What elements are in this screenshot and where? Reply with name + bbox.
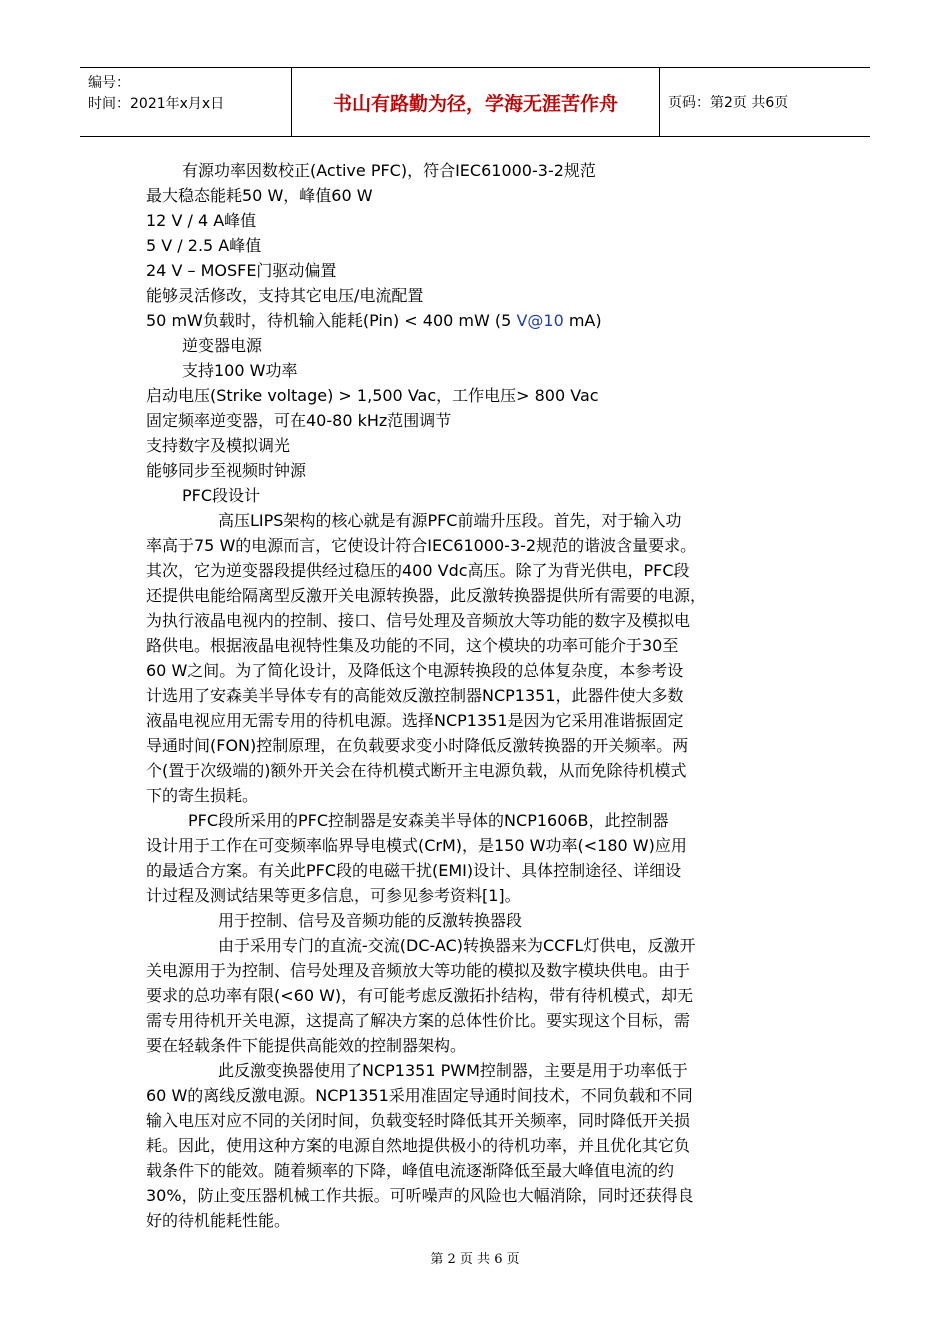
spec-text: mA) (563, 311, 602, 330)
paragraph-line: 个(置于次级端的)额外开关会在待机模式断开主电源负载，从而免除待机模式 (146, 761, 687, 780)
document-code-label: 编号： (88, 75, 130, 91)
spec-line: 支持数字及模拟调光 (146, 436, 291, 455)
paragraph-line: 计过程及测试结果等更多信息，可参见参考资料[1]。 (146, 886, 521, 905)
spec-text: 50 mW负载时，待机输入能耗(Pin) < 400 mW (5 (146, 311, 517, 330)
paragraph-line: 高压LIPS架构的核心就是有源PFC前端升压段。首先，对于输入功 (218, 511, 682, 530)
spec-line: 能够同步至视频时钟源 (146, 461, 307, 480)
paragraph-line: 关电源用于为控制、信号处理及音频放大等功能的模拟及数字模块供电。由于 (146, 961, 691, 980)
paragraph-line: 30%，防止变压器机械工作共振。可听噪声的风险也大幅消除，同时还获得良 (146, 1186, 694, 1205)
paragraph-line: 液晶电视应用无需专用的待机电源。选择NCP1351是因为它采用准谐振固定 (146, 711, 684, 730)
header-left-cell (88, 73, 224, 115)
paragraph-line: 好的待机能耗性能。 (146, 1211, 291, 1230)
paragraph-line: 需专用待机开关电源，这提高了解决方案的总体性价比。要实现这个目标，需 (146, 1011, 691, 1030)
paragraph-line: 耗。因此，使用这种方案的电源自然地提供极小的待机功率，并且优化其它负 (146, 1136, 691, 1155)
spec-line: 5 V / 2.5 A峰值 (146, 236, 262, 255)
header-divider (659, 68, 660, 136)
paragraph-line: 计选用了安森美半导体专有的高能效反激控制器NCP1351，此器件使大多数 (146, 686, 684, 705)
paragraph-line: 率高于75 W的电源而言，它使设计符合IEC61000-3-2规范的谐波含量要求。 (146, 536, 697, 555)
spec-line: 能够灵活修改，支持其它电压/电流配置 (146, 286, 424, 305)
paragraph-line: 60 W之间。为了简化设计，及降低这个电源转换段的总体复杂度，本参考设 (146, 661, 684, 680)
paragraph-line: 还提供电能给隔离型反激开关电源转换器，此反激转换器提供所有需要的电源， (146, 586, 707, 605)
paragraph-line: 下的寄生损耗。 (146, 786, 259, 805)
paragraph-line: 导通时间(FON)控制原理，在负载要求变小时降低反激转换器的开关频率。两 (146, 736, 689, 755)
voltage-current-link: V@10 (516, 311, 564, 330)
header-page-info: 页码：第2页 共6页 (668, 95, 789, 111)
document-date: 时间：2021年x月x日 (88, 96, 225, 112)
paragraph-line: 其次，它为逆变器段提供经过稳压的400 Vdc高压。除了为背光供电，PFC段 (146, 561, 690, 580)
section-heading: 用于控制、信号及音频功能的反激转换器段 (218, 911, 523, 930)
paragraph-line: 由于采用专门的直流-交流(DC-AC)转换器来为CCFL灯供电，反激开 (218, 936, 696, 955)
spec-line: 固定频率逆变器，可在40-80 kHz范围调节 (146, 411, 452, 430)
paragraph-line: 路供电。根据液晶电视特性集及功能的不同，这个模块的功率可能介于30至 (146, 636, 679, 655)
page-footer: 第 2 页 共 6 页 (430, 1252, 520, 1267)
paragraph-line: 60 W的离线反激电源。NCP1351采用准固定导通时间技术，不同负载和不同 (146, 1086, 693, 1105)
paragraph-line: 此反激变换器使用了NCP1351 PWM控制器，主要是用于功率低于 (218, 1061, 688, 1080)
spec-line: 支持100 W功率 (182, 361, 298, 380)
section-heading: 逆变器电源 (182, 336, 263, 355)
spec-line: 启动电压(Strike voltage) > 1,500 Vac，工作电压> 800 Vac (146, 386, 599, 405)
paragraph-line: 载条件下的能效。随着频率的下降，峰值电流逐渐降低至最大峰值电流的约 (146, 1161, 675, 1180)
paragraph-line: PFC段所采用的PFC控制器是安森美半导体的NCP1606B，此控制器 (188, 811, 669, 830)
spec-line: 有源功率因数校正(Active PFC)，符合IEC61000-3-2规范 (182, 161, 596, 180)
spec-line (146, 308, 806, 333)
paragraph-line: 为执行液晶电视内的控制、接口、信号处理及音频放大等功能的数字及模拟电 (146, 611, 691, 630)
spec-line: 最大稳态能耗50 W，峰值60 W (146, 186, 373, 205)
paragraph-line: 输入电压对应不同的关闭时间，负载变轻时降低其开关频率，同时降低开关损 (146, 1111, 691, 1130)
paragraph-line: 设计用于工作在可变频率临界导电模式(CrM)，是150 W功率(<180 W)应用 (146, 836, 687, 855)
paragraph-line: 要求的总功率有限(<60 W)，有可能考虑反激拓扑结构，带有待机模式，却无 (146, 986, 694, 1005)
spec-line: 24 V – MOSFE门驱动偏置 (146, 261, 337, 280)
paragraph-line: 要在轻载条件下能提供高能效的控制器架构。 (146, 1036, 467, 1055)
document-body (146, 158, 806, 1233)
header-motto: 书山有路勤为径，学海无涯苦作舟 (332, 92, 618, 115)
paragraph-line: 的最适合方案。有关此PFC段的电磁干扰(EMI)设计、具体控制途径、详细设 (146, 861, 682, 880)
section-heading: PFC段设计 (182, 486, 261, 505)
spec-line: 12 V / 4 A峰值 (146, 211, 257, 230)
page-header (80, 67, 870, 137)
